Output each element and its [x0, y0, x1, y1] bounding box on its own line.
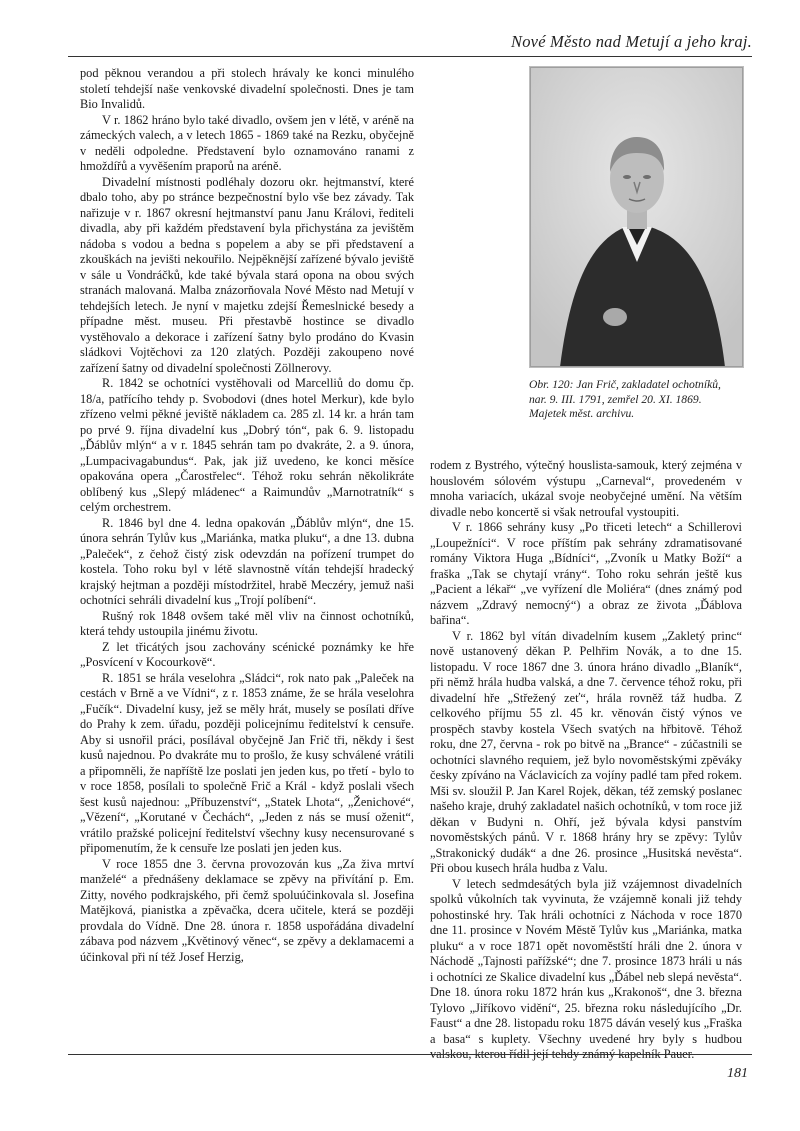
footer-rule: [68, 1054, 752, 1055]
left-text-column: [80, 66, 414, 965]
paragraph: R. 1846 byl dne 4. ledna opakován „Ďáblův mlýn“, dne 15. února sehrán Tylův kus „Mariánka, matka pluku“, a dne 13. dubna „Paleček“, z čehož čistý zisk odevzdán na pořízení trumpet do kostela. Toho roku byl v létě slavnostně vítán tehdejší hradecký krajský hejtman a později místodržitel, hrabě Meczéry, jemuž naši ochotníci sehráli divadelní kus „Trojí políbení“.: [80, 515, 414, 607]
paragraph: V r. 1862 hráno bylo také divadlo, ovšem jen v létě, v aréně na zámeckých valech, a v letech 1865 - 1869 také na Rezku, obyčejně v neděli odpoledne. Představení bylo oznamováno ranami z hmoždířů a vyvěšením praporů na aréně.: [80, 112, 414, 173]
caption-line: nar. 9. III. 1791, zemřel 20. XI. 1869.: [529, 392, 702, 406]
paragraph: V r. 1862 byl vítán divadelním kusem „Zakletý princ“ nově ustanovený děkan P. Pelhřim Novák, a to dne 15. listopadu. V roce 1867 dne 3. února hráno divadlo „Blaník“, při němž hrála hudba valská, a dne 7. července téhož roku, při divadelní hře „Střežený zeť“, hrála rovněž táž hudba. Z celkového příjmu 55 zl. 45 kr. věnován čistý výnos ve prospěch stavby kostela Všech svatých na hřbitově. Téhož roku, dne 27, června - rok po bitvě na „Brance“ - zúčastnili se ochotníci slavného requiem, jež bylo novoměstskými zpěváky česky zpíváno na Václavicích za vojíny padlé tam před rokem. Mši sv. sloužil P. Jan Karel Rojek, děkan, též zemský poslanec našeho kraje, druhý zakladatel našich ochotníků, v tom roce již děkan v Budyni n. Ohří, jež bývala kdysi panstvím novoměstských pánů. V r. 1868 hrány hry se zpěvy: Tylův „Strakonický dudák“ a dne 26. prosince „Husitská nevěsta“. Při obou kusech hrála hudba z Valu.: [430, 628, 742, 875]
paragraph: V letech sedmdesátých byla již vzájemnost divadelních spolků vůkolních tak vyvinuta, že vzájemně konali již tehdy pohostinské hry. Tak hráli ochotníci z Náchoda v roce 1870 dne 11. prosince v Novém Městě Tylův kus „Mariánka, matka pluku“ a v roce 1871 opět novoměstští hráli dne 2. února v Náchodě „Tajnosti pařížské“; dne 7. prosince 1873 hráli u nás i ochotníci ze Skalice divadelní kus „Ďábel neb slepá nevěsta“. Dne 18. února roku 1872 hrán kus „Krakonoš“, dne 3. března Tylovo „Jiříkovo vidění“, 25. března roku následujícího „Dr. Faust“ a dne 28. listopadu roku 1875 dáván veselý kus „Fraška a basa“ s kuplety. Všechny uvedené hry byly s hudbou valskou, kterou řídil její tehdy známý kapelník Pauer.: [430, 876, 742, 1061]
caption-line: Obr. 120: Jan Frič, zakladatel ochotníků,: [529, 378, 721, 391]
running-header: [0, 0, 800, 60]
page-number: 181: [727, 1066, 748, 1081]
paragraph: pod pěknou verandou a při stolech hrávaly ke konci minulého století tehdejší naše venkovské divadelní společnosti. Dnes je tam Bio Invalidů.: [80, 66, 414, 111]
right-text-column: [430, 458, 742, 1063]
paragraph: rodem z Bystrého, výtečný houslista-samouk, který zejména v houslovém sólovém výstupu „Carneval“, provedeném v mnoha variacích, ukázal svoje neobyčejné umění. Na větším divadle nebo koncertě si však netroufal vystoupiti.: [430, 458, 742, 519]
header-rule: [68, 56, 752, 57]
portrait-photo: [529, 66, 744, 368]
portrait-figure: [529, 66, 742, 422]
paragraph: Rušný rok 1848 ovšem také měl vliv na činnost ochotníků, která tehdy ustoupila jinému životu.: [80, 608, 414, 638]
paragraph: Divadelní místnosti podléhaly dozoru okr. hejtmanství, které dbalo toho, aby po stránce bezpečnostní bylo vše bez závady. Tak nařizuje v r. 1867 okresní hejtmanství panu Janu Královi, řediteli divadla, aby při každém představení byla přichystána za jevištěm nádoba s vodou a bedna s popelem a aby se při představení a zkouškách na jevišti nekouřilo. Nejpěknější zařízené bývalo jeviště v sále u Vondráčků, kde také bývala stará opona na obou svých stranách malovaná. Malba znázorňovala Nové Město nad Metují v tehdejších letech. Je nyní v majetku zdejší Řemeslnické besedy a případne měst. museu. Při přestavbě hostince se divadlo vystěhovalo a dekorace i zařízení šatny bylo prodáno do Kvasin sládkovi Vojtěchovi za 120 zlatých. Později zakoupeno nové zařízení šatny od divadelní společnosti Zöllnerovy.: [80, 174, 414, 375]
paragraph: Z let třicátých jsou zachovány scénické poznámky ke hře „Posvícení v Kocourkově“.: [80, 639, 414, 669]
paragraph: V r. 1866 sehrány kusy „Po třiceti letech“ a Schillerovi „Loupežníci“. V roce příštím pak sehrány zdramatisované romány Viktora Huga „Bídníci“, „Zvoník u Matky Boží“ a fraška „Tak se chytají vrány“. Toho roku sehrán ještě kus „Pacient a lékař“ „ve vyřízení dle Moliéra“ (dnes známý pod názvem „Zdravý nemocný“) a obraz ze života „Ďáblova bařina“.: [430, 520, 742, 627]
portrait-illustration: [530, 67, 743, 367]
paragraph: R. 1842 se ochotníci vystěhovali od Marcelliů do domu čp. 18/a, patřícího tehdy p. Svobodovi (dnes hotel Merkur), kde bylo zřízeno velmi pěkné jeviště nákladem ca. 285 zl. 14 kr. a hrán tam po prvé 9. října divadelní kus „Dobrý tón“, pak 6. 9. listopadu „Ďáblův mlýn“ a v r. 1845 sehrán tam po dvakráte, 2. a 9. února, „Lumpacivagabundus“. Pak, jak již uvedeno, ke konci měsíce opakována opera „Čarostřelec“. Téhož roku sehrán několikráte oblíbený kus „Slepý mládenec“ a Raimundův „Marnotratník“ s celým orchestrem.: [80, 376, 414, 514]
paragraph: V roce 1855 dne 3. června provozován kus „Za živa mrtví manželé“ a přednášeny deklamace se zpěvy na přivítání p. Em. Zitty, nového podkrajského, při čemž spoluúčinkovala sl. Josefina Matějková, pianistka a zpěvačka, dcera učitele, která se později provdala do Vídně. Dne 28. února r. 1858 uspořádána divadelní zábava pod názvem „Květinový věnec“, se zpěvy a deklamacemi a účinkoval při ní též Josef Herzig,: [80, 856, 414, 964]
running-header-title: Nové Město nad Metují a jeho kraj.: [511, 32, 752, 51]
figure-caption: [529, 378, 742, 422]
caption-line: Majetek měst. archivu.: [529, 407, 635, 421]
paragraph: R. 1851 se hrála veselohra „Sládci“, rok nato pak „Paleček na cestách v Brně a ve Vídni“, z r. 1853 známe, že se hrála veselohra „Fučík“. Divadelní kusy, jež se měly hrát, musely se posílati dříve do Prahy k zem. úřadu, později policejnímu ředitelství k censuře. Aby si usnořil práci, posílával obyčejně Jan Frič tři, někdy i šest kusů najednou. Po dvakráte mu to prošlo, že kusy schválené vrátili a připomněli, že napříště lze poslati jen jeden kus, po třetí - bylo to v roce 1858, posílali to společně Frič a Král - když poslali všech šest kusů najednou: „Příbuzenství“, „Statek Lhota“, „Ženichové“, „Vězení“, „Korutané v Čechách“, „Jeden z nás se musí oženit“, vrátilo pražské policejní ředitelství všechny kusy necensurované s připomenutím, že k censuře lze poslati jen jeden kus.: [80, 670, 414, 855]
